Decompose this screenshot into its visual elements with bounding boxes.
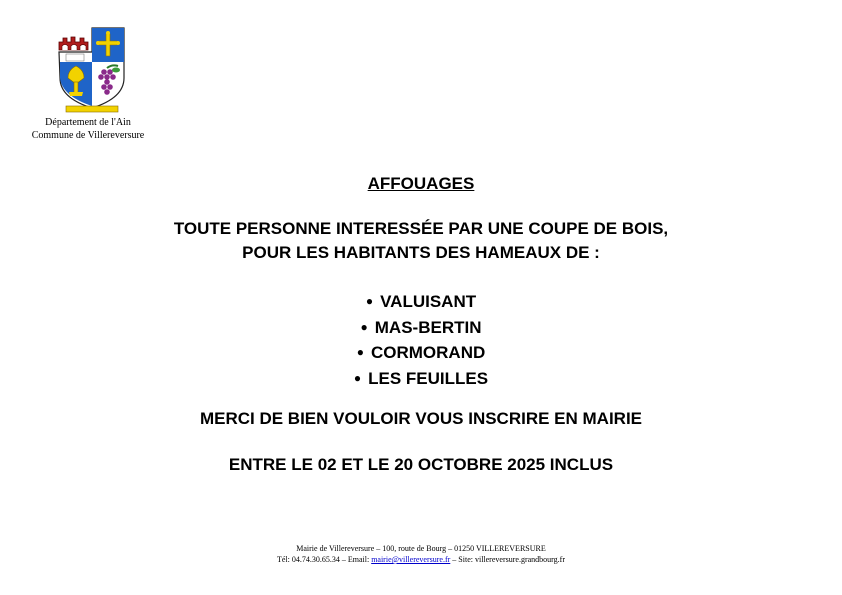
footer-contact-suffix: – Site: villereversure.grandbourg.fr bbox=[450, 555, 566, 564]
notice-line-1: TOUTE PERSONNE INTERESSÉE PAR UNE COUPE DE BOIS, bbox=[173, 219, 669, 238]
notice-line-2: POUR LES HABITANTS DES HAMEAUX DE : bbox=[242, 243, 600, 262]
bullet-icon: ● bbox=[353, 370, 362, 385]
bullet-icon: ● bbox=[365, 294, 374, 308]
notice-title-text: AFFOUAGES bbox=[367, 174, 475, 193]
notice-title bbox=[0, 174, 842, 194]
footer-contact-prefix: Tél: 04.74.30.65.34 – Email: bbox=[276, 555, 372, 564]
bullet-icon: ● bbox=[356, 345, 364, 359]
bullet-icon: ● bbox=[360, 319, 368, 334]
footer-address: Mairie de Villereversure – 100, route de Bourg – 01250 VILLEREVERSURE bbox=[296, 544, 546, 553]
list-item bbox=[0, 315, 842, 341]
hamlet-name: MAS-BERTIN bbox=[374, 317, 482, 337]
list-item bbox=[0, 340, 842, 366]
list-item bbox=[0, 366, 842, 392]
hamlet-name: LES FEUILLES bbox=[368, 368, 489, 388]
registration-dates: ENTRE LE 02 ET LE 20 OCTOBRE 2025 INCLUS bbox=[228, 455, 614, 474]
coat-of-arms-icon bbox=[56, 26, 128, 114]
registration-request: MERCI DE BIEN VOULOIR VOUS INSCRIRE EN MAIRIE bbox=[199, 409, 643, 428]
commune-label: Commune de Villereversure bbox=[31, 130, 145, 141]
hamlet-list bbox=[0, 289, 842, 391]
department-label: Département de l'Ain bbox=[45, 117, 131, 128]
email-link[interactable]: mairie@villereversure.fr bbox=[371, 555, 451, 564]
hamlet-name: CORMORAND bbox=[370, 343, 486, 362]
hamlet-name: VALUISANT bbox=[380, 292, 477, 311]
footer-contact bbox=[0, 555, 842, 565]
list-item bbox=[0, 289, 842, 315]
